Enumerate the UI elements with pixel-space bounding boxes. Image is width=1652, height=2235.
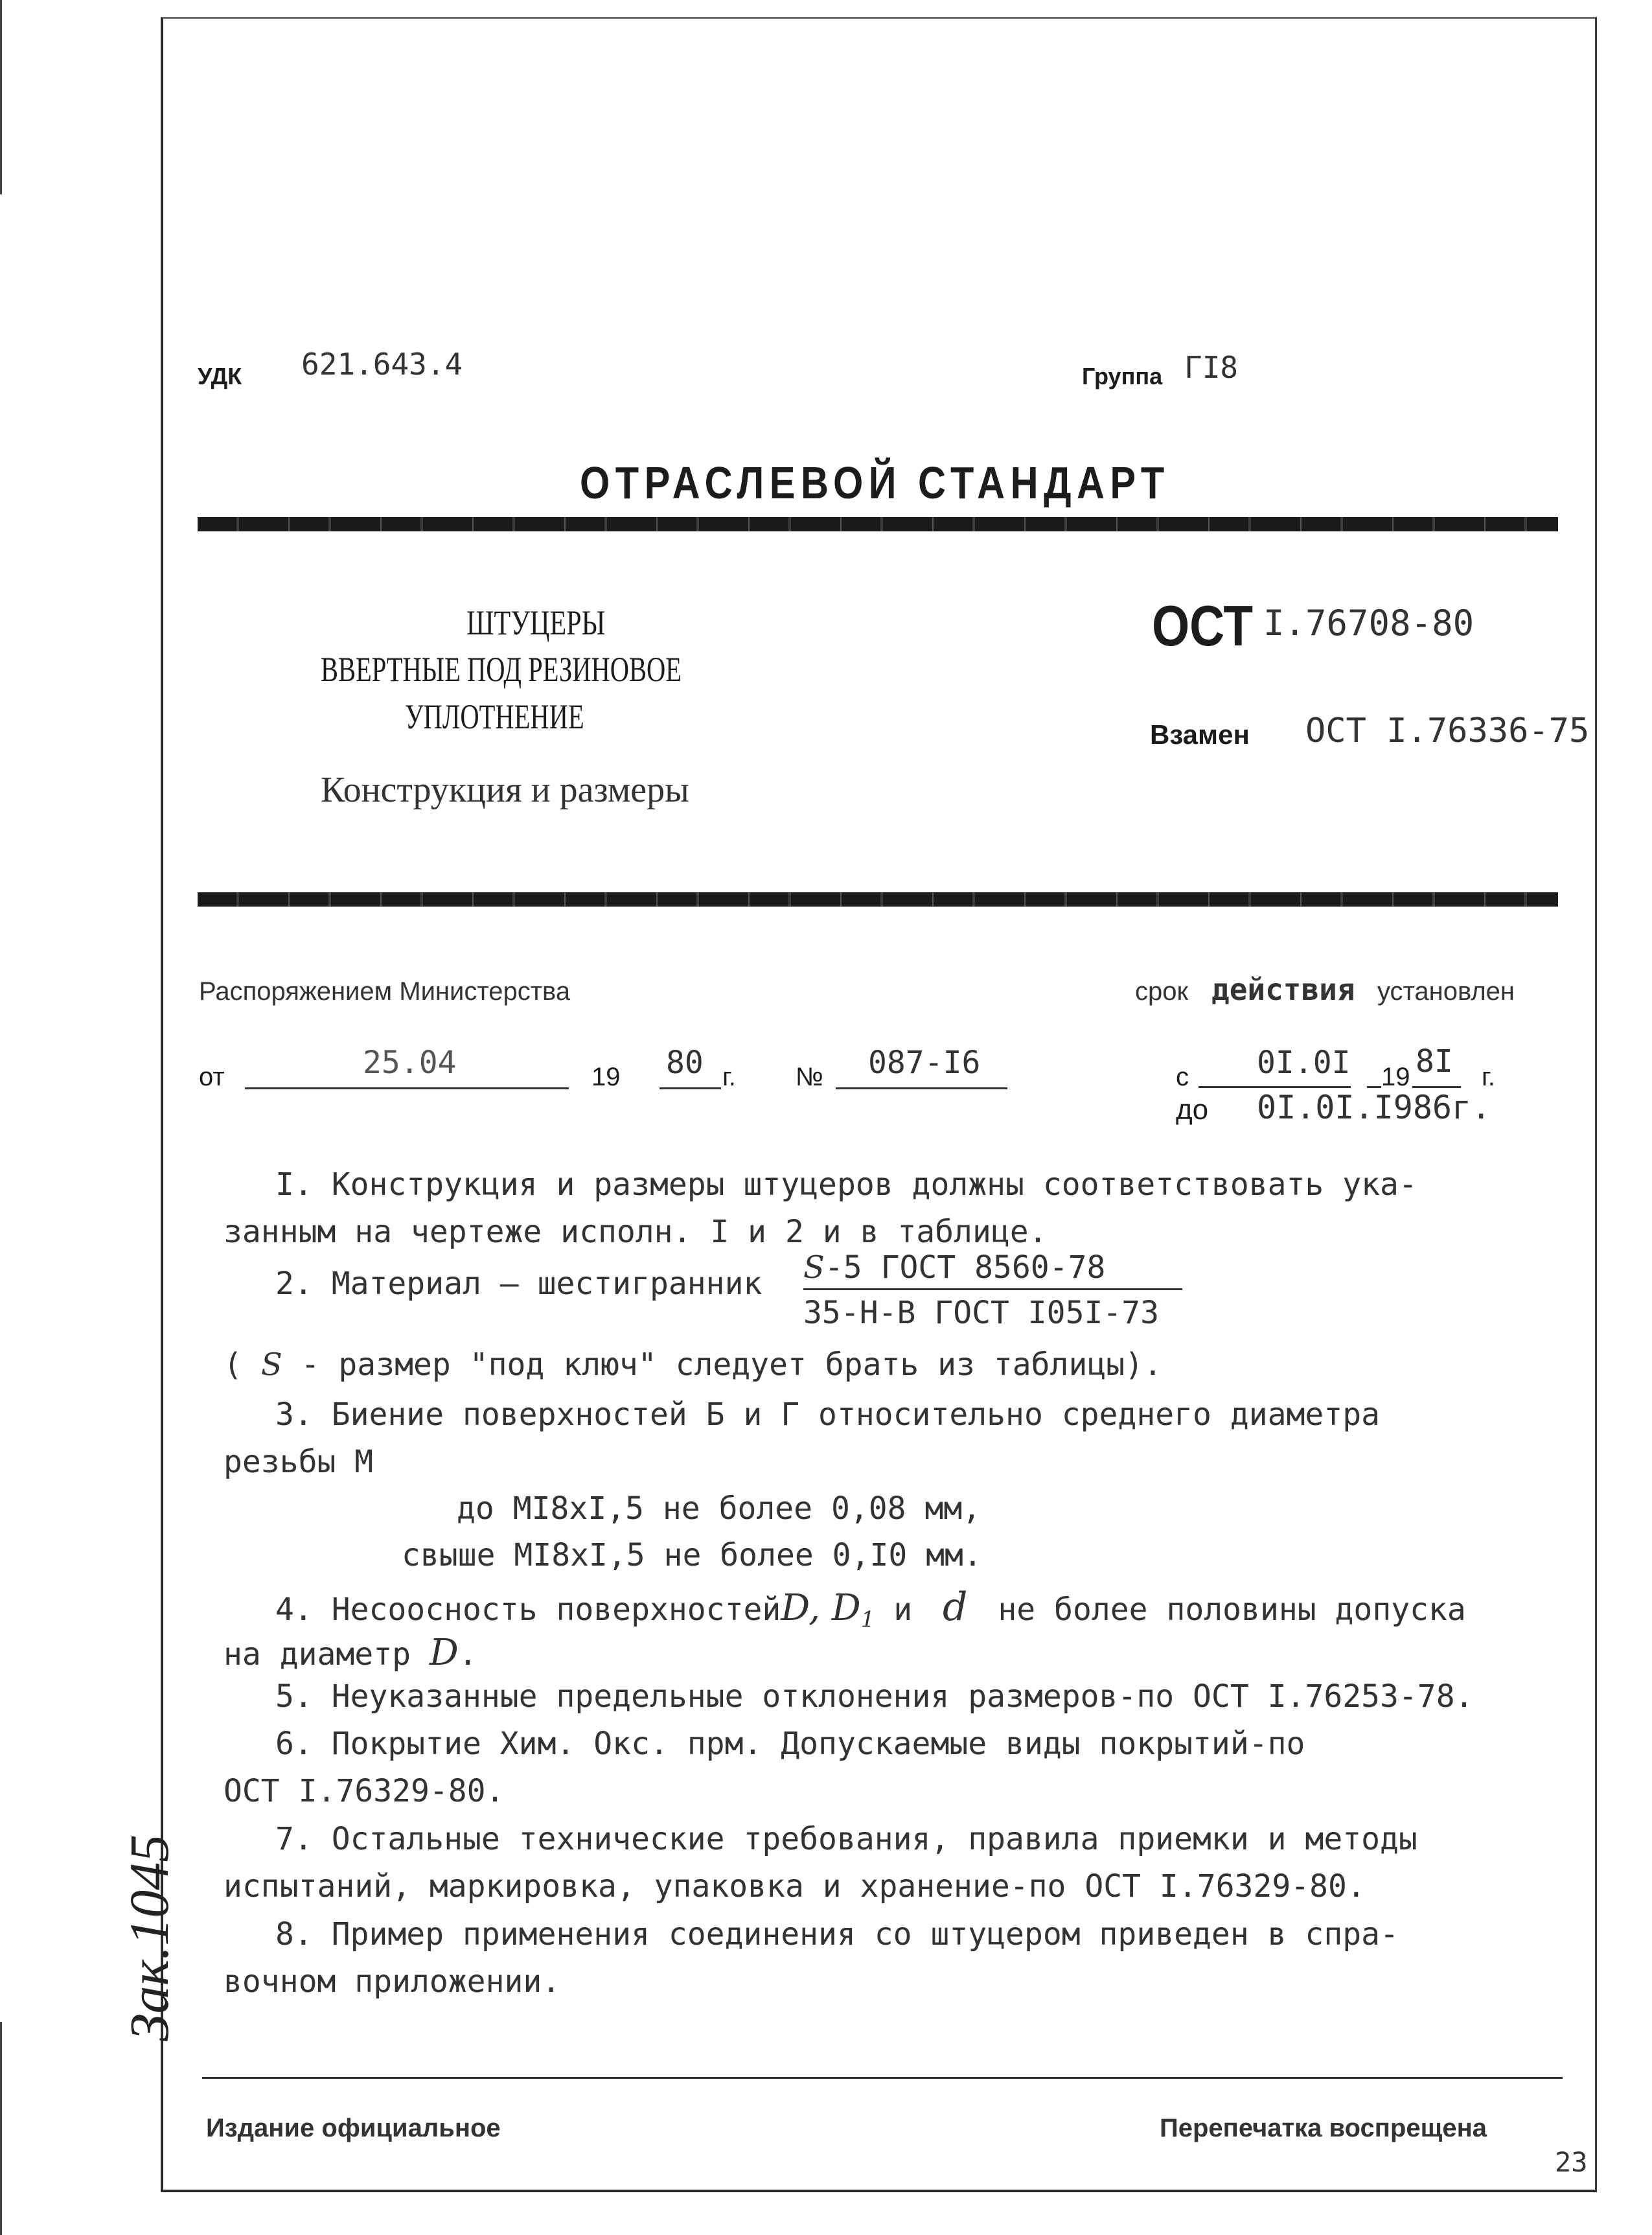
footer-official-edition: Издание официальное bbox=[206, 2114, 501, 2142]
item-2-note bbox=[224, 1347, 1162, 1383]
item-2-note-s-symbol: S bbox=[260, 1347, 282, 1383]
order-no-label: № bbox=[796, 1063, 823, 1091]
footer-rule bbox=[202, 2077, 1563, 2079]
replaces-label: Взамен bbox=[1150, 719, 1250, 750]
banner-rule-bottom bbox=[198, 892, 1558, 907]
item-4-symbol-small-d: d bbox=[943, 1584, 968, 1630]
order-no-line bbox=[836, 1087, 1007, 1089]
item-2-numerator-text: -5 ГОСТ 8560-78 bbox=[824, 1249, 1106, 1286]
item-4-line-1 bbox=[275, 1584, 1466, 1633]
udk-value: 621.643.4 bbox=[301, 347, 463, 382]
validity-caption-mid: действия bbox=[1211, 972, 1355, 1007]
validity-from-date: 0I.0I bbox=[1257, 1045, 1351, 1081]
banner-rule-top bbox=[198, 517, 1558, 531]
title-line-3: УПЛОТНЕНИЕ bbox=[405, 697, 584, 736]
item-2-note-text: - размер "под ключ" следует брать из таблицы). bbox=[301, 1347, 1162, 1383]
item-2-denominator: 35-Н-В ГОСТ I05I-73 bbox=[803, 1295, 1160, 1331]
item-7-line-1: 7. Остальные технические требования, правила приемки и методы bbox=[275, 1821, 1417, 1857]
item-8-line-2: вочном приложении. bbox=[224, 1963, 561, 2000]
item-4-line-2-symbol: D bbox=[429, 1632, 459, 1674]
title-subtitle: Конструкция и размеры bbox=[321, 770, 689, 810]
page-number: 23 bbox=[1555, 2146, 1588, 2178]
item-4-line-2-end: . bbox=[458, 1636, 477, 1673]
item-5: 5. Неуказанные предельные отклонения размеров-по ОСТ I.76253-78. bbox=[275, 1678, 1474, 1715]
item-7-line-2: испытаний, маркировка, упаковка и хранение-по ОСТ I.76329-80. bbox=[224, 1868, 1366, 1905]
order-year-suffix: г. bbox=[722, 1063, 736, 1091]
item-4-and: и bbox=[893, 1592, 913, 1628]
validity-caption-post: установлен bbox=[1377, 977, 1515, 1006]
validity-to-date: 0I.0I.I986г. bbox=[1257, 1089, 1491, 1126]
item-4-line-2-lead: на диаметр bbox=[224, 1636, 411, 1673]
item-3-line-3: до MI8xI,5 не более 0,08 мм, bbox=[457, 1490, 981, 1527]
udk-label: УДК bbox=[198, 363, 242, 389]
item-2-fraction-bar bbox=[803, 1288, 1182, 1290]
title-line-1: ШТУЦЕРЫ bbox=[466, 603, 606, 642]
item-6-line-1: 6. Покрытие Хим. Окс. прм. Допускаемые виды покрытий-по bbox=[275, 1726, 1305, 1762]
validity-year: 8I bbox=[1416, 1043, 1453, 1080]
standard-banner: ОТРАСЛЕВОЙ СТАНДАРТ bbox=[580, 457, 1170, 508]
order-no-value: 087-I6 bbox=[868, 1045, 981, 1081]
item-8-line-1: 8. Пример применения соединения со штуцером приведен в спра- bbox=[275, 1916, 1399, 1952]
validity-year-line-2 bbox=[1412, 1086, 1461, 1088]
item-6-line-2: ОСТ I.76329-80. bbox=[224, 1773, 505, 1809]
order-year-line bbox=[660, 1087, 721, 1089]
replaces-value: ОСТ I.76336-75 bbox=[1305, 712, 1590, 750]
order-year-prefix: 19 bbox=[591, 1063, 621, 1091]
validity-caption-pre: срок bbox=[1135, 977, 1188, 1006]
item-2-lead: 2. Материал — шестигранник bbox=[275, 1266, 763, 1302]
item-4-line-2 bbox=[224, 1632, 477, 1674]
scan-edge-mark-top bbox=[0, 0, 2, 194]
ost-number: I.76708-80 bbox=[1263, 603, 1474, 643]
item-1-line-2: занным на чертеже исполн. I и 2 и в таблице. bbox=[224, 1214, 1048, 1250]
order-caption: Распоряжением Министерства bbox=[199, 977, 571, 1006]
item-3-line-2: резьбы М bbox=[224, 1444, 374, 1480]
title-line-2: ВВЕРТНЫЕ ПОД РЕЗИНОВОЕ bbox=[321, 650, 682, 689]
validity-year-prefix: 19 bbox=[1381, 1063, 1410, 1091]
validity-year-line bbox=[1367, 1086, 1381, 1088]
order-date-line bbox=[245, 1087, 569, 1089]
item-2-numerator bbox=[803, 1249, 1105, 1286]
validity-to-label: до bbox=[1176, 1094, 1209, 1126]
order-date: 25.04 bbox=[363, 1045, 457, 1081]
order-from-label: от bbox=[199, 1063, 225, 1091]
group-value: ГI8 bbox=[1184, 350, 1239, 385]
item-1-line-1: I. Конструкция и размеры штуцеров должны соответствовать ука- bbox=[275, 1166, 1417, 1203]
order-year: 80 bbox=[666, 1045, 704, 1081]
scan-edge-mark-bottom bbox=[0, 2022, 2, 2235]
group-label: Группа bbox=[1082, 363, 1163, 389]
validity-from-line bbox=[1199, 1086, 1351, 1088]
item-2-note-open: ( bbox=[224, 1347, 242, 1383]
item-3-line-1: 3. Биение поверхностей Б и Г относительно среднего диаметра bbox=[275, 1396, 1381, 1433]
item-4-tail: не более половины допуска bbox=[998, 1592, 1466, 1628]
item-3-line-4: свыше MI8xI,5 не более 0,I0 мм. bbox=[402, 1537, 982, 1573]
item-2-s-symbol: S bbox=[803, 1249, 825, 1286]
footer-reprint-prohibited: Перепечатка воспрещена bbox=[1160, 2114, 1487, 2142]
item-4-symbol-d: D, D bbox=[781, 1587, 861, 1629]
handwritten-order-note: Зак.1045 bbox=[118, 1834, 180, 2041]
validity-from-label: с bbox=[1176, 1063, 1189, 1091]
item-4-lead: 4. Несоосность поверхностей bbox=[275, 1592, 781, 1628]
item-4-subscript: 1 bbox=[860, 1606, 875, 1633]
validity-year-suffix: г. bbox=[1482, 1063, 1495, 1091]
ost-label: ОСТ bbox=[1152, 594, 1254, 658]
